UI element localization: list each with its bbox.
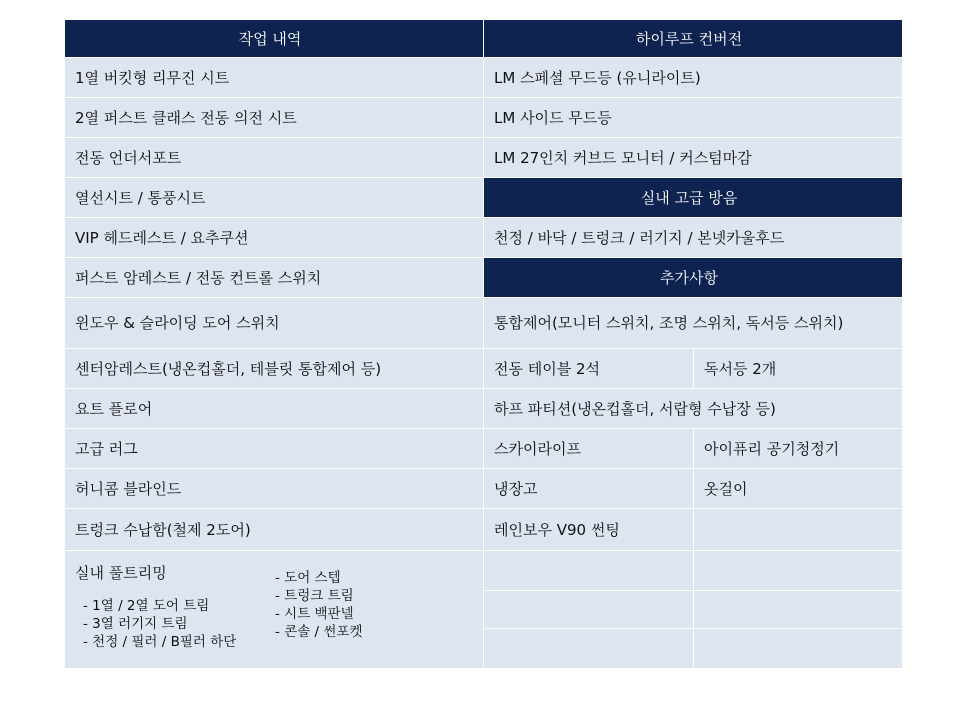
- extra-cell-empty: [694, 629, 903, 669]
- extra-cell: 아이퓨리 공기청정기: [694, 429, 903, 469]
- interior-trim-title: 실내 풀트리밍: [75, 564, 167, 582]
- list-item: - 시트 백판넬: [275, 606, 354, 622]
- header-sound: 실내 고급 방음: [484, 178, 903, 218]
- left-cell: 열선시트 / 통풍시트: [65, 178, 484, 218]
- extra-cell: 옷걸이: [694, 469, 903, 509]
- extra-cell-empty: [484, 591, 694, 629]
- extra-cell-empty: [484, 629, 694, 669]
- hilop-cell: LM 27인치 커브드 모니터 / 커스텀마감: [484, 138, 903, 178]
- list-item: - 천정 / 필러 / B필러 하단: [83, 634, 237, 650]
- left-cell: 2열 퍼스트 클래스 전동 의전 시트: [65, 98, 484, 138]
- left-cell: 허니콤 블라인드: [65, 469, 484, 509]
- left-cell: 고급 러그: [65, 429, 484, 469]
- extra-cell: 전동 테이블 2석: [484, 349, 694, 389]
- extra-cell: 스카이라이프: [484, 429, 694, 469]
- left-cell: 1열 버킷형 리무진 시트: [65, 58, 484, 98]
- left-cell: 요트 플로어: [65, 389, 484, 429]
- list-item: - 콘솔 / 썬포켓: [275, 624, 363, 640]
- work-table: [65, 20, 903, 668]
- extra-cell: 냉장고: [484, 469, 694, 509]
- header-work: 작업 내역: [65, 20, 484, 58]
- hilop-cell: LM 사이드 무드등: [484, 98, 903, 138]
- extra-cell-empty: [694, 509, 903, 551]
- left-cell: 윈도우 & 슬라이딩 도어 스위치: [65, 298, 484, 349]
- extra-cell-empty: [484, 551, 694, 591]
- extra-cell: 하프 파티션(냉온컵홀더, 서랍형 수납장 등): [484, 389, 903, 429]
- left-cell: 퍼스트 암레스트 / 전동 컨트롤 스위치: [65, 258, 484, 298]
- left-cell: VIP 헤드레스트 / 요추쿠션: [65, 218, 484, 258]
- left-cell: 센터암레스트(냉온컵홀더, 테블릿 통합제어 등): [65, 349, 484, 389]
- left-cell: 전동 언더서포트: [65, 138, 484, 178]
- interior-trim-right-list: [275, 569, 363, 641]
- interior-trim-left-list: [83, 597, 236, 651]
- extra-cell-empty: [694, 551, 903, 591]
- left-cell: 트렁크 수납함(철제 2도어): [65, 509, 484, 551]
- extra-cell: 레인보우 V90 썬팅: [484, 509, 694, 551]
- extra-cell: 통합제어(모니터 스위치, 조명 스위치, 독서등 스위치): [484, 298, 903, 349]
- sound-cell: 천정 / 바닥 / 트렁크 / 러기지 / 본넷카울후드: [484, 218, 903, 258]
- list-item: - 3열 러기지 트림: [83, 616, 188, 632]
- header-hilop: 하이루프 컨버전: [484, 20, 903, 58]
- extra-cell-empty: [694, 591, 903, 629]
- list-item: - 트렁크 트림: [275, 588, 354, 604]
- extra-cell: 독서등 2개: [694, 349, 903, 389]
- header-extra: 추가사항: [484, 258, 903, 298]
- interior-trim-cell: [65, 551, 484, 669]
- list-item: - 1열 / 2열 도어 트림: [83, 598, 210, 614]
- list-item: - 도어 스텝: [275, 570, 341, 586]
- hilop-cell: LM 스페셜 무드등 (유니라이트): [484, 58, 903, 98]
